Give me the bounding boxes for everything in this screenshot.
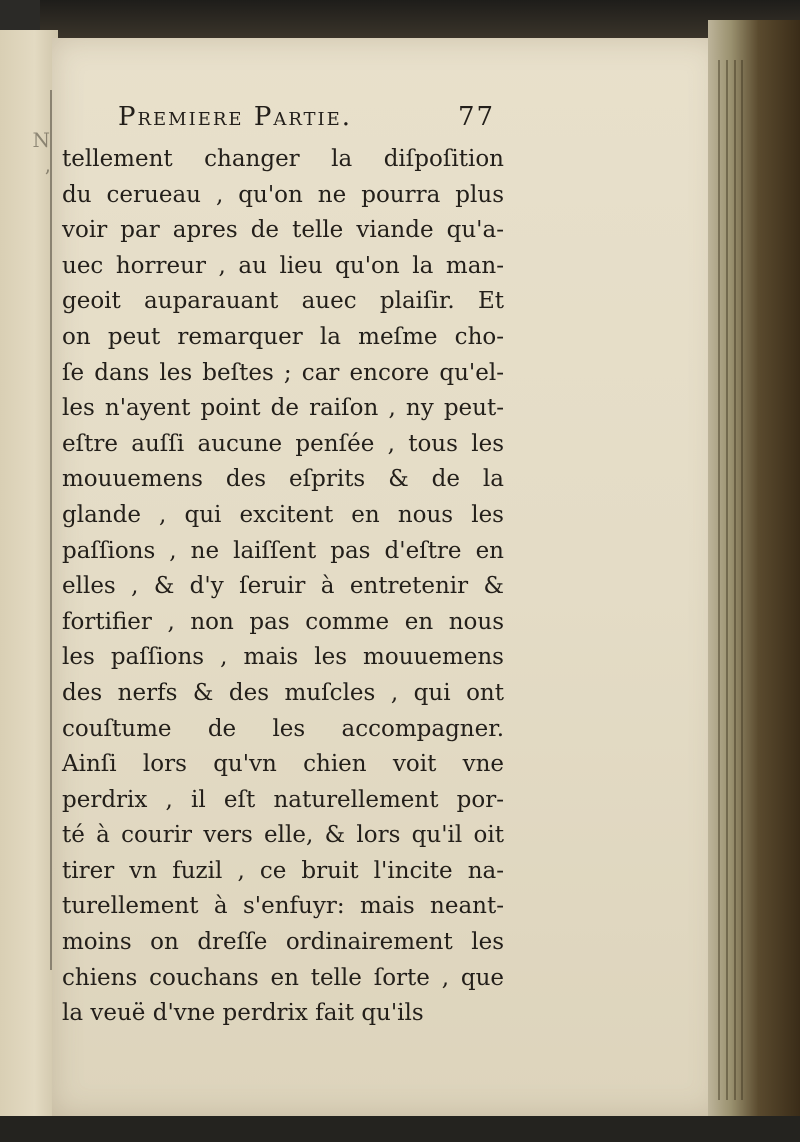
- running-title: Premiere Partie.: [118, 102, 353, 132]
- text-line: on peut remarquer la meſme cho-: [62, 323, 504, 350]
- text-line: les n'ayent point de raiſon , ny peut-: [62, 395, 504, 422]
- text-line: perdrix , il eſt naturellement por-: [62, 786, 504, 813]
- text-line: geoit auparauant auec plaiſir. Et: [62, 288, 504, 315]
- page-edge-stripe: [734, 60, 736, 1100]
- text-line: la veuë d'vne perdrix fait qu'ils: [62, 1000, 424, 1027]
- text-line: turellement à s'enfuyr: mais neant-: [62, 893, 504, 920]
- text-line: glande , qui excitent en nous les: [62, 501, 504, 528]
- text-line: voir par apres de telle viande qu'a-: [62, 217, 504, 244]
- facing-fragment: ʼ: [43, 164, 50, 189]
- text-line: Ainſi lors qu'vn chien voit vne: [62, 751, 504, 778]
- page-edge-stripe: [741, 60, 743, 1100]
- facing-page-fragments: [0, 122, 50, 196]
- page-edge-stripe: [718, 60, 720, 1100]
- text-line: uec horreur , au lieu qu'on la man-: [62, 252, 504, 279]
- text-line: paſſions , ne laiſſent pas d'eſtre en: [62, 537, 504, 564]
- page-text: [62, 102, 510, 1032]
- text-lines: [62, 142, 510, 1032]
- page-number: 77: [458, 102, 496, 132]
- text-line: mouuemens des eſprits & de la: [62, 466, 504, 493]
- facing-page-sliver: [0, 30, 58, 1120]
- facing-fragment: N: [32, 128, 50, 152]
- page-stack-edge: [708, 20, 800, 1130]
- text-line: elles , & d'y ſeruir à entretenir &: [62, 573, 504, 600]
- text-line: moins on dreſſe ordinairement les: [62, 929, 504, 956]
- text-line: du cerueau , qu'on ne pourra plus: [62, 181, 504, 208]
- text-line: eſtre auſſi aucune penſée , tous les: [62, 430, 504, 457]
- bottom-shadow: [0, 1116, 800, 1142]
- text-line: tirer vn fuzil , ce bruit l'incite na-: [62, 857, 504, 884]
- text-line: des nerfs & des muſcles , qui ont: [62, 679, 504, 706]
- text-line: couſtume de les accompagner.: [62, 715, 504, 742]
- text-line: ſe dans les beſtes ; car encore qu'el-: [62, 359, 504, 386]
- text-line: chiens couchans en telle ſorte , que: [62, 964, 504, 991]
- text-line: tellement changer la diſpoſition: [62, 146, 504, 172]
- text-line: fortifier , non pas comme en nous: [62, 608, 504, 635]
- text-line: les paſſions , mais les mouuemens: [62, 644, 504, 671]
- text-line: té à courir vers elle, & lors qu'il oit: [62, 822, 504, 849]
- running-header: [62, 102, 510, 142]
- page-edge-stripe: [726, 60, 728, 1100]
- top-shadow: [40, 0, 800, 38]
